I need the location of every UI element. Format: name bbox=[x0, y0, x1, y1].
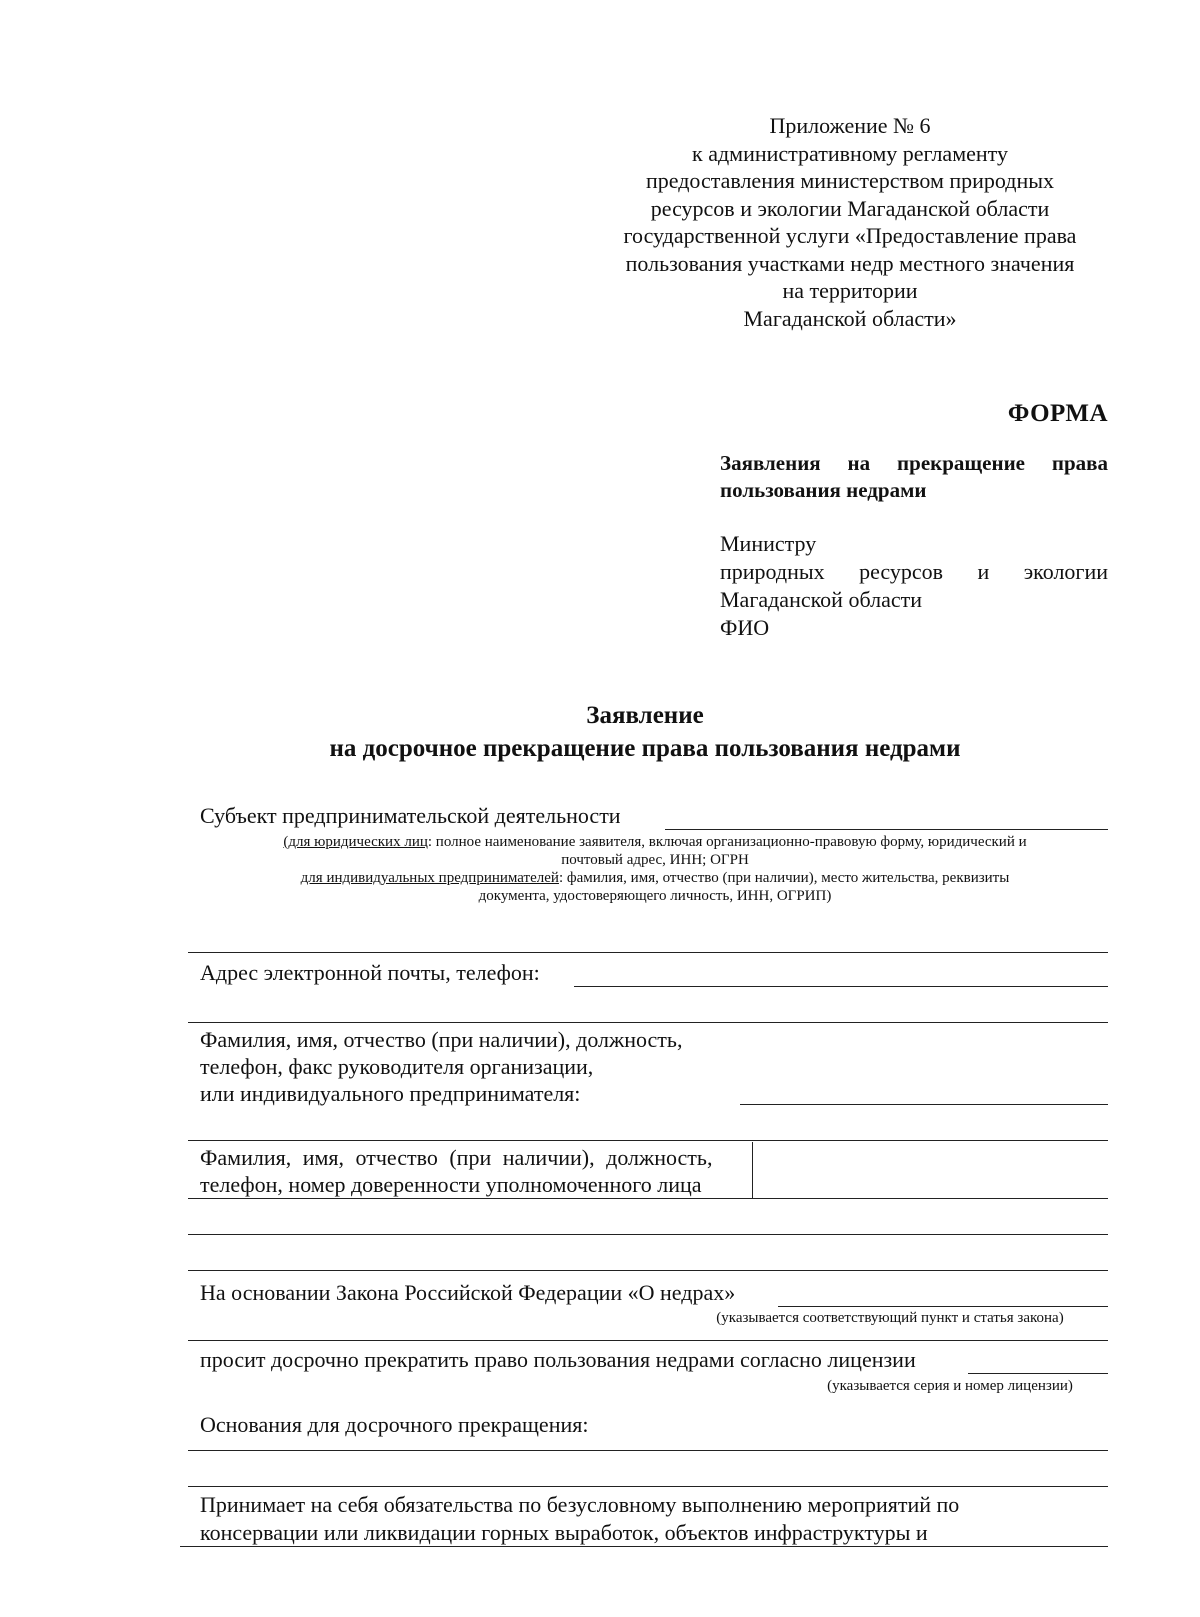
addressee-line: Министру bbox=[720, 531, 817, 556]
proxy-divider bbox=[752, 1142, 753, 1198]
blank-line[interactable] bbox=[188, 1270, 1108, 1271]
addressee-line: Магаданской области bbox=[720, 587, 922, 612]
obligation-line-underline bbox=[180, 1546, 1108, 1547]
obligation-line: Принимает на себя обязательства по безусловному выполнению мероприятий по bbox=[200, 1492, 960, 1517]
obligation-text bbox=[200, 1491, 959, 1547]
document-title-line2: на досрочное прекращение права пользования недрами bbox=[329, 735, 961, 762]
subject-extra-line[interactable] bbox=[188, 952, 1108, 953]
head-extra-line[interactable] bbox=[188, 1140, 1108, 1141]
head-label bbox=[200, 1026, 682, 1107]
head-label-line: Фамилия, имя, отчество (при наличии), должность, bbox=[200, 1027, 683, 1052]
appendix-line: пользования участками недр местного значения bbox=[625, 250, 1075, 276]
appendix-line: государственной услуги «Предоставление права bbox=[623, 223, 1077, 248]
appendix-line: Приложение № 6 bbox=[769, 113, 931, 138]
obligation-line: консервации или ликвидации горных выработок, объектов инфраструктуры и bbox=[200, 1520, 928, 1545]
addressee-line: ФИО bbox=[720, 615, 770, 640]
blank-line[interactable] bbox=[188, 1234, 1108, 1235]
appendix-line: на территории bbox=[782, 278, 918, 303]
proxy-field-line[interactable] bbox=[188, 1198, 1108, 1199]
appendix-line: ресурсов и экологии Магаданской области bbox=[650, 195, 1050, 221]
note-legal-line2: почтовый адрес, ИНН; ОГРН bbox=[561, 852, 749, 868]
proxy-label-line: Фамилия, имя, отчество (при наличии), должность, bbox=[200, 1145, 713, 1170]
appendix-header bbox=[600, 112, 1100, 332]
subject-label: Субъект предпринимательской деятельности bbox=[200, 803, 621, 828]
law-label: На основании Закона Российской Федерации «О недрах» bbox=[200, 1280, 736, 1305]
proxy-label-line: телефон, номер доверенности уполномоченного лица bbox=[200, 1172, 702, 1197]
license-field-line[interactable] bbox=[968, 1373, 1108, 1374]
law-field-line[interactable] bbox=[778, 1306, 1108, 1307]
subject-field-line[interactable] bbox=[665, 829, 1108, 830]
grounds-label: Основания для досрочного прекращения: bbox=[200, 1412, 589, 1437]
addressee-word: и bbox=[977, 559, 990, 584]
grounds-extra-line[interactable] bbox=[188, 1486, 1108, 1487]
license-note: (указывается серия и номер лицензии) bbox=[827, 1378, 1073, 1394]
addressee-word: ресурсов bbox=[859, 559, 944, 584]
head-label-line: телефон, факс руководителя организации, bbox=[200, 1054, 594, 1079]
form-subtitle: Заявления на прекращение права пользования недрами bbox=[720, 451, 1108, 502]
email-label: Адрес электронной почты, телефон: bbox=[200, 960, 540, 985]
note-legal-rest: : полное наименование заявителя, включая организационно-правовую форму, юридический и bbox=[427, 834, 1027, 850]
appendix-line: к административному регламенту bbox=[692, 140, 1008, 166]
addressee-word: природных bbox=[720, 559, 825, 584]
addressee-line bbox=[720, 558, 1108, 586]
appendix-line: предоставления министерством природных bbox=[645, 168, 1055, 193]
subject-note bbox=[200, 833, 1110, 905]
addressee-word: экологии bbox=[1023, 559, 1108, 584]
email-extra-line[interactable] bbox=[188, 1022, 1108, 1023]
license-label: просит досрочно прекратить право пользования недрами согласно лицензии bbox=[200, 1347, 916, 1372]
law-extra-line[interactable] bbox=[188, 1340, 1108, 1341]
proxy-label bbox=[200, 1144, 745, 1198]
grounds-field-line[interactable] bbox=[188, 1450, 1108, 1451]
note-legal-prefix: (для юридических лиц bbox=[283, 834, 428, 850]
document-title: Заявление bbox=[586, 702, 704, 729]
note-ip-prefix: для индивидуальных предпринимателей bbox=[300, 870, 559, 886]
note-ip-line2: документа, удостоверяющего личность, ИНН, ОГРИП) bbox=[478, 888, 832, 904]
law-note: (указывается соответствующий пункт и статья закона) bbox=[716, 1310, 1064, 1326]
addressee-block bbox=[720, 530, 1108, 642]
appendix-line: Магаданской области» bbox=[743, 305, 957, 331]
form-label: ФОРМА bbox=[1007, 400, 1108, 427]
head-label-line: или индивидуального предпринимателя: bbox=[200, 1081, 581, 1106]
email-field-line[interactable] bbox=[574, 986, 1108, 987]
note-ip-rest: : фамилия, имя, отчество (при наличии), место жительства, реквизиты bbox=[558, 870, 1010, 886]
head-field-line[interactable] bbox=[740, 1104, 1108, 1105]
